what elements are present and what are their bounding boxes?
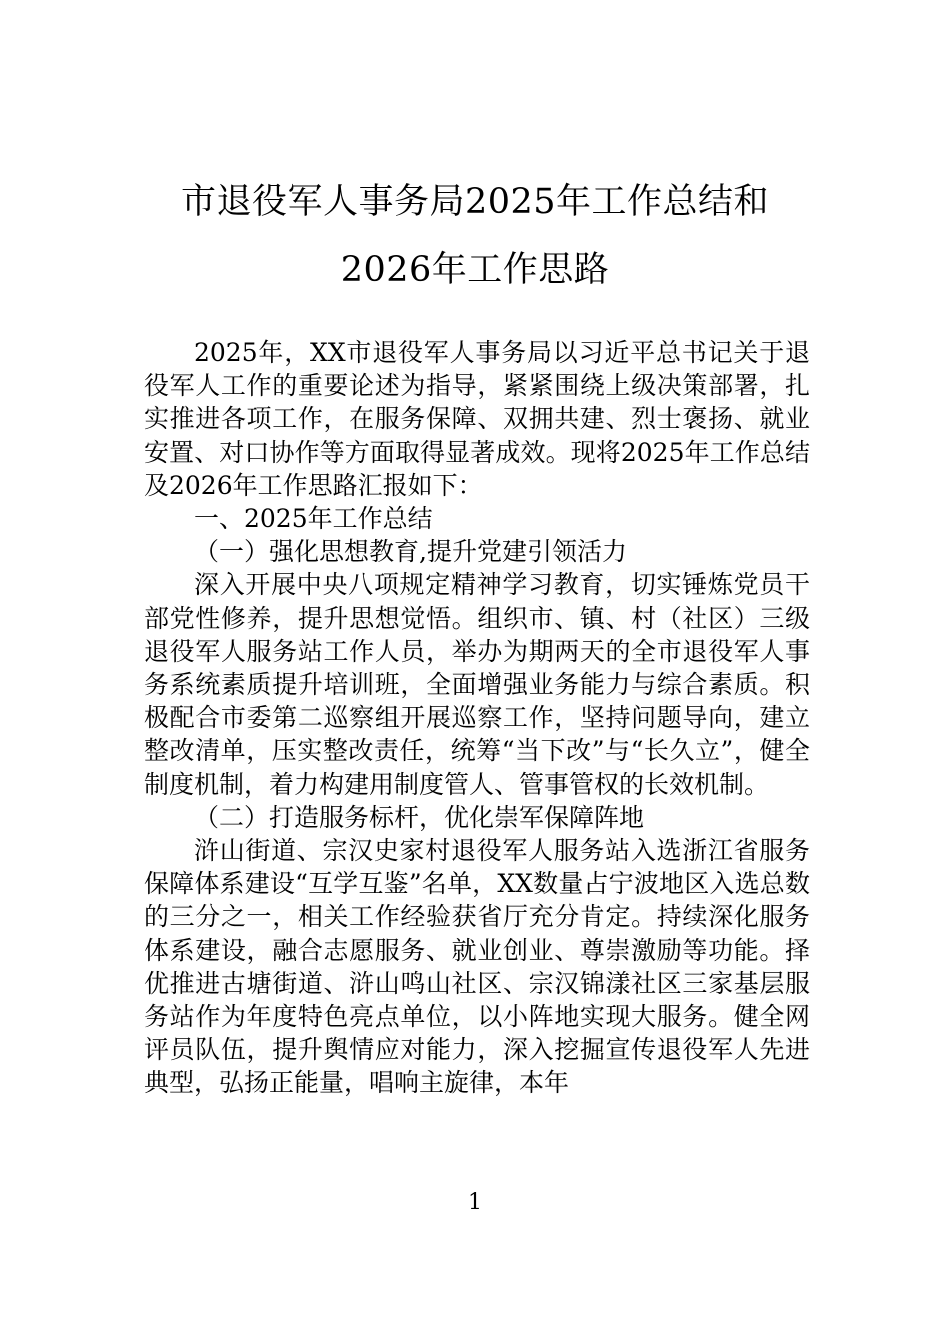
intro-paragraph: 2025年，XX市退役军人事务局以习近平总书记关于退役军人工作的重要论述为指导，紧紧围绕上级决策部署，扎实推进各项工作，在服务保障、双拥共建、烈士褒扬、就业安置、对口协作等方面取得显著成效。现将2025年工作总结及2026年工作思路汇报如下： [144, 338, 810, 500]
document-body [144, 336, 810, 1100]
body-paragraph: 深入开展中央八项规定精神学习教育，切实锤炼党员干部党性修养，提升思想觉悟。组织市、镇、村（社区）三级退役军人服务站工作人员，举办为期两天的全市退役军人事务系统素质提升培训班，全面增强业务能力与综合素质。积极配合市委第二巡察组开展巡察工作，坚持问题导向，建立整改清单，压实整改责任，统筹“当下改”与“长久立”，健全制度机制，着力构建用制度管人、管事管权的长效机制。 [144, 570, 810, 799]
subsection-heading: （一）强化思想教育,提升党建引领活力 [194, 537, 627, 567]
subsection-heading: （二）打造服务标杆，优化崇军保障阵地 [194, 802, 645, 832]
body-paragraph: 浒山街道、宗汉史家村退役军人服务站入选浙江省服务保障体系建设“互学互鉴”名单，XX数量占宁波地区入选总数的三分之一，相关工作经验获省厅充分肯定。持续深化服务体系建设，融合志愿服务、就业创业、尊崇激励等功能。择优推进古塘街道、浒山鸣山社区、宗汉锦漾社区三家基层服务站作为年度特色亮点单位，以小阵地实现大服务。健全网评员队伍，提升舆情应对能力，深入挖掘宣传退役军人先进典型，弘扬正能量，唱响主旋律，本年 [144, 836, 810, 1098]
section-heading: 一、2025年工作总结 [194, 504, 433, 534]
page-title: 市退役军人事务局2025年工作总结和2026年工作思路 [180, 182, 770, 290]
page-number: 1 [468, 1190, 482, 1215]
